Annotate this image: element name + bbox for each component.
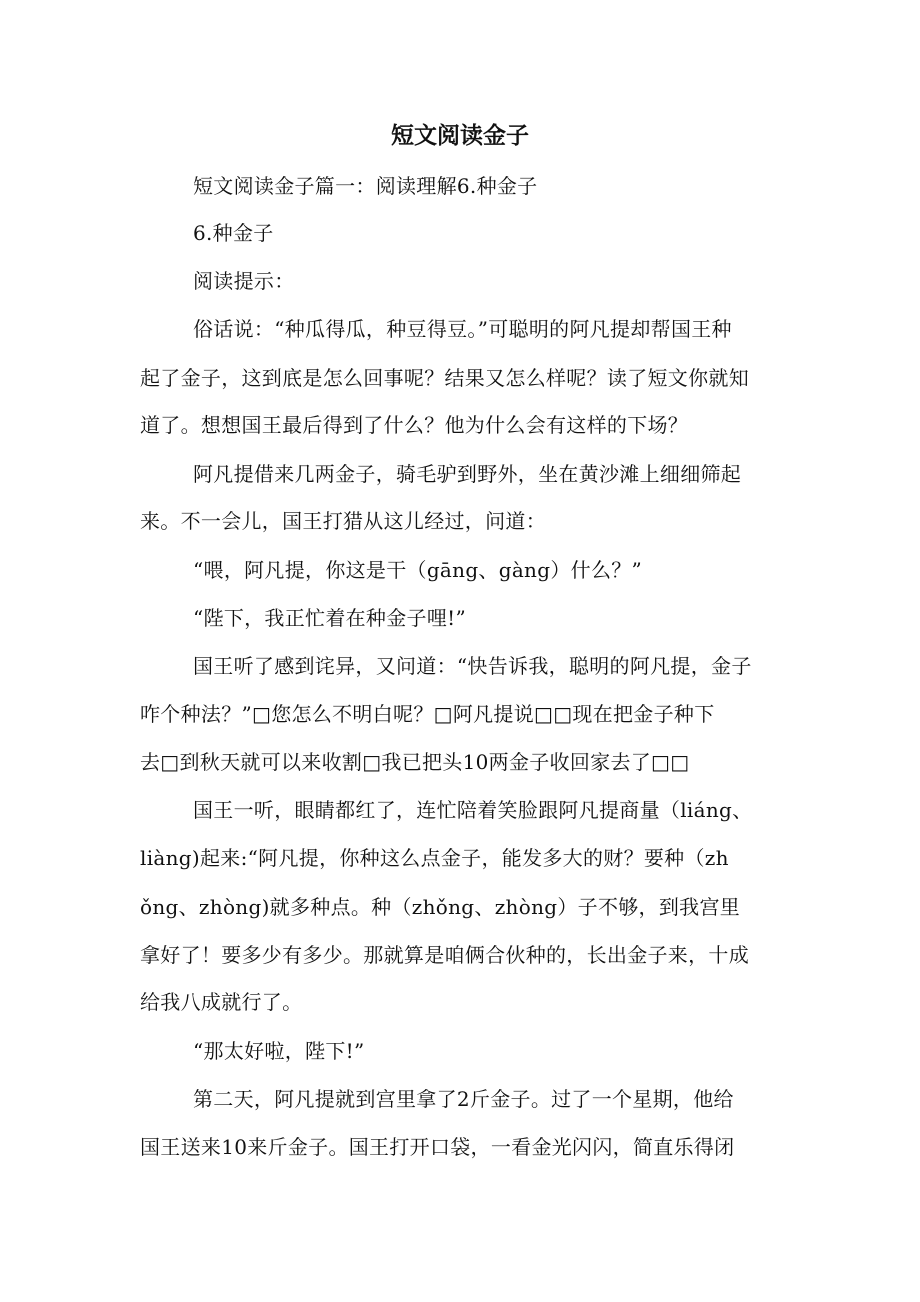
text-line: 第二天，阿凡提就到宫里拿了2斤金子。过了一个星期，他给 (193, 1087, 734, 1111)
text-line: 阅读提示： (193, 269, 295, 293)
text-line: 给我八成就行了。 (140, 990, 303, 1014)
text-line: 俗话说：“种瓜得瓜，种豆得豆。”可聪明的阿凡提却帮国王种 (193, 317, 732, 341)
text-line: 阿凡提借来几两金子，骑毛驴到野外，坐在黄沙滩上细细筛起 (193, 462, 742, 486)
text-line: 短文阅读金子篇一：阅读理解6.种金子 (193, 174, 538, 198)
text-line: 起了金子，这到底是怎么回事呢？结果又怎么样呢？读了短文你就知 (140, 366, 749, 390)
text-line: 拿好了！要多少有多少。那就算是咱俩合伙种的，长出金子来，十成 (140, 943, 749, 967)
text-line: 咋个种法？”□您怎么不明白呢？□阿凡提说□□现在把金子种下 (140, 702, 715, 726)
text-line: 道了。想想国王最后得到了什么？他为什么会有这样的下场？ (140, 413, 689, 437)
text-line: 国王听了感到诧异，又问道：“快告诉我，聪明的阿凡提，金子 (193, 654, 752, 678)
text-line: ǒng、zhòng)就多种点。种（zhǒng、zhòng）子不够，到我宫里 (140, 895, 741, 919)
text-line: liàng)起来:“阿凡提，你种这么点金子，能发多大的财？要种（zh (140, 846, 729, 870)
text-line: “那太好啦，陛下!” (193, 1039, 365, 1063)
document-title: 短文阅读金子 (391, 122, 529, 149)
text-line: “喂，阿凡提，你这是干（gāng、gàng）什么？” (193, 558, 643, 582)
text-line: “陛下，我正忙着在种金子哩!” (193, 606, 466, 630)
text-line: 来。不一会儿，国王打猎从这儿经过，问道： (140, 509, 546, 533)
text-line: 6.种金子 (193, 221, 274, 245)
text-line: 去□到秋天就可以来收割□我已把头10两金子收回家去了□□ (140, 750, 690, 774)
text-line: 国王一听，眼睛都红了，连忙陪着笑脸跟阿凡提商量（liáng、 (193, 798, 753, 822)
text-line: 国王送来10来斤金子。国王打开口袋，一看金光闪闪，简直乐得闭 (140, 1135, 735, 1159)
